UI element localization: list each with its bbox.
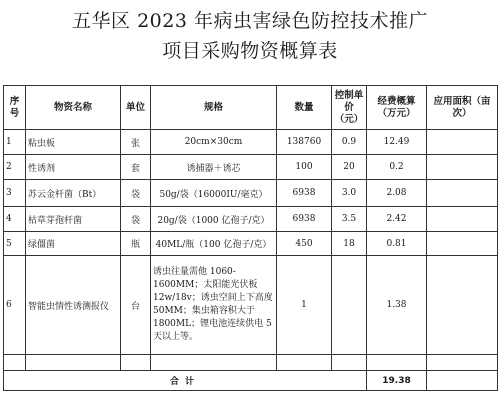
cell-seq: 1: [4, 130, 26, 155]
header-name: 物资名称: [26, 86, 121, 130]
total-row: [4, 371, 498, 391]
header-budget: 经费概算（万元）: [367, 86, 427, 130]
empty-cell: [26, 355, 121, 371]
header-unit: 单位: [121, 86, 151, 130]
cell-budget: 12.49: [367, 130, 427, 155]
cell-area: [427, 232, 498, 256]
cell-budget: 2.08: [367, 180, 427, 207]
cell-seq: 2: [4, 155, 26, 180]
total-label: 合计: [4, 371, 367, 391]
cell-area: [427, 130, 498, 155]
empty-cell: [277, 355, 332, 371]
cell-budget: 1.38: [367, 256, 427, 355]
cell-seq: 4: [4, 207, 26, 232]
cell-spec: 诱虫往量需他 1060-1600MM；太阳能光伏板 12w/18v；诱虫空间上下高度 50MM；集虫箱容积大于 1800ML；锂电池连续供电 5 天以上等。: [151, 256, 277, 355]
empty-cell: [151, 355, 277, 371]
table-header-row: [4, 86, 498, 130]
cell-name: 苏云金杆菌（Bt）: [26, 180, 121, 207]
table-row: [4, 180, 498, 207]
empty-cell: [367, 355, 427, 371]
table-row: [4, 130, 498, 155]
cell-spec: 20g/袋（1000 亿孢子/克）: [151, 207, 277, 232]
document-title-line-1: 五华区 2023 年病虫害绿色防控技术推广: [72, 10, 428, 32]
cell-unit: 瓶: [121, 232, 151, 256]
total-area: [427, 371, 498, 391]
empty-cell: [4, 355, 26, 371]
cell-spec: 诱捕器＋诱芯: [151, 155, 277, 180]
empty-cell: [427, 355, 498, 371]
cell-qty: 450: [277, 232, 332, 256]
table-row: [4, 207, 498, 232]
cell-unit: 袋: [121, 180, 151, 207]
total-budget: 19.38: [367, 371, 427, 391]
cell-price: 20: [332, 155, 367, 180]
table-row: [4, 256, 498, 355]
cell-area: [427, 155, 498, 180]
table-row: [4, 155, 498, 180]
header-spec: 规格: [151, 86, 277, 130]
table-row-empty: [4, 355, 498, 371]
cell-unit: 袋: [121, 207, 151, 232]
cell-seq: 5: [4, 232, 26, 256]
cell-price: 3.5: [332, 207, 367, 232]
cell-unit: 套: [121, 155, 151, 180]
cell-price: 3.0: [332, 180, 367, 207]
cell-name: 绿僵菌: [26, 232, 121, 256]
cell-area: [427, 180, 498, 207]
cell-unit: 台: [121, 256, 151, 355]
cell-name: 性诱剂: [26, 155, 121, 180]
header-price: 控制单价（元）: [332, 86, 367, 130]
procurement-budget-table: [3, 85, 498, 391]
cell-qty: 138760: [277, 130, 332, 155]
cell-qty: 100: [277, 155, 332, 180]
cell-budget: 0.81: [367, 232, 427, 256]
cell-budget: 0.2: [367, 155, 427, 180]
header-area: 应用面积（亩次）: [427, 86, 498, 130]
cell-budget: 2.42: [367, 207, 427, 232]
cell-price: [332, 256, 367, 355]
cell-seq: 3: [4, 180, 26, 207]
empty-cell: [332, 355, 367, 371]
cell-name: 智能虫情性诱测报仪: [26, 256, 121, 355]
cell-spec: 40ML/瓶（100 亿孢子/克）: [151, 232, 277, 256]
cell-qty: 1: [277, 256, 332, 355]
cell-area: [427, 207, 498, 232]
cell-unit: 张: [121, 130, 151, 155]
table-row: [4, 232, 498, 256]
cell-area: [427, 256, 498, 355]
cell-qty: 6938: [277, 180, 332, 207]
cell-qty: 6938: [277, 207, 332, 232]
cell-spec: 50g/袋（16000IU/毫克）: [151, 180, 277, 207]
document-title-line-2: 项目采购物资概算表: [162, 40, 338, 62]
cell-price: 0.9: [332, 130, 367, 155]
cell-name: 枯草芽孢杆菌: [26, 207, 121, 232]
cell-price: 18: [332, 232, 367, 256]
header-seq: 序号: [4, 86, 26, 130]
cell-seq: 6: [4, 256, 26, 355]
empty-cell: [121, 355, 151, 371]
cell-name: 粘虫板: [26, 130, 121, 155]
cell-spec: 20cm×30cm: [151, 130, 277, 155]
header-qty: 数量: [277, 86, 332, 130]
